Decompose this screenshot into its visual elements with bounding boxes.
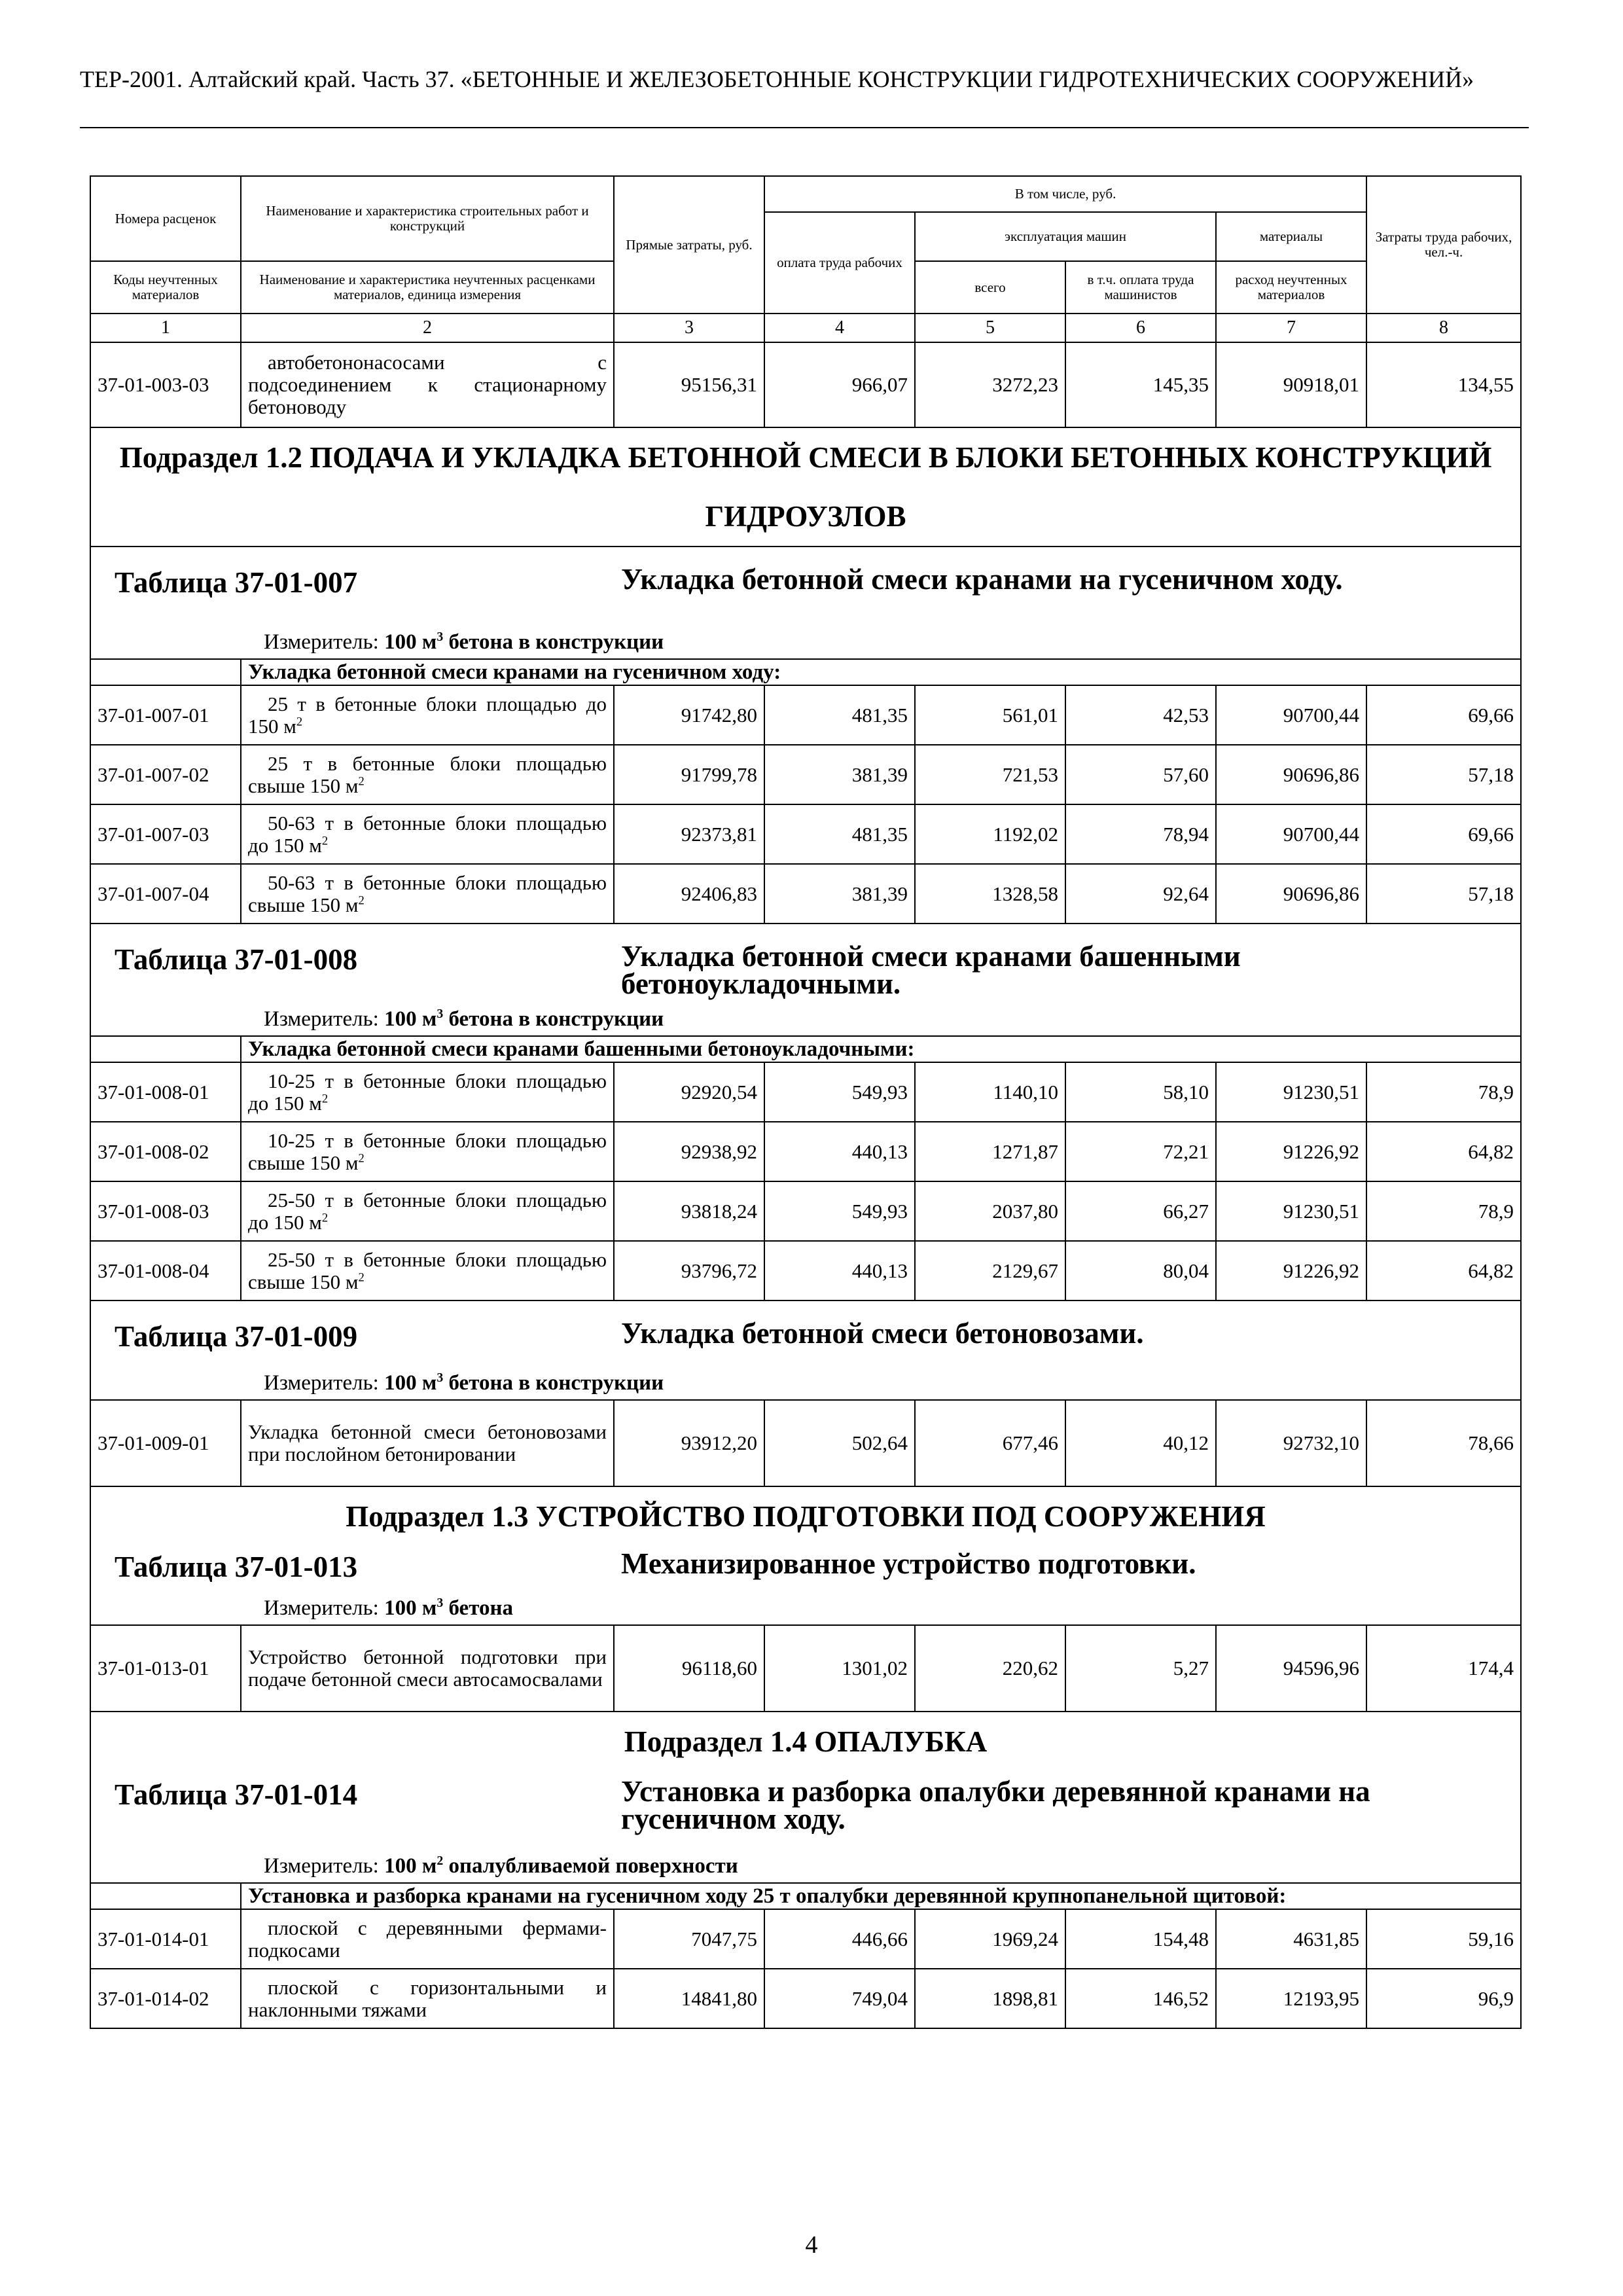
- wages-value: 446,66: [764, 1909, 915, 1969]
- table-heading-row: [90, 1300, 1521, 1400]
- measure-value: 100 м: [384, 1596, 437, 1620]
- wages-value: 549,93: [764, 1181, 915, 1241]
- wages-value: 481,35: [764, 804, 915, 864]
- machinist-wages-value: 42,53: [1065, 685, 1216, 745]
- rate-code: 37-01-007-03: [90, 804, 241, 864]
- table-row: [90, 1969, 1521, 2028]
- machinist-wages-value: 72,21: [1065, 1122, 1216, 1181]
- rate-name-text: 25 т в бетонные блоки площадью свыше 150 м: [248, 751, 607, 797]
- table-row: [90, 804, 1521, 864]
- document-header-title: ТЕР-2001. Алтайский край. Часть 37. «БЕТОННЫЕ И ЖЕЛЕЗОБЕТОННЫЕ КОНСТРУКЦИИ ГИДРОТЕХНИЧЕСКИХ СООРУЖЕНИЙ»: [80, 66, 1474, 92]
- subsection-heading: Подраздел 1.2 ПОДАЧА И УКЛАДКА БЕТОННОЙ СМЕСИ В БЛОКИ БЕТОННЫХ КОНСТРУКЦИЙ ГИДРОУЗЛОВ: [90, 427, 1521, 547]
- measure-description: опалубливаемой поверхности: [443, 1854, 738, 1878]
- labor-value: 57,18: [1366, 745, 1521, 804]
- column-number: 7: [1216, 314, 1366, 342]
- labor-value: 78,66: [1366, 1400, 1521, 1486]
- unit-exponent: 2: [321, 834, 329, 848]
- machines-value: 220,62: [915, 1625, 1065, 1712]
- labor-value: 96,9: [1366, 1969, 1521, 2028]
- direct-costs-value: 93796,72: [614, 1241, 764, 1300]
- materials-value: 91230,51: [1216, 1181, 1366, 1241]
- materials-value: 90696,86: [1216, 864, 1366, 924]
- rate-name-text: 25-50 т в бетонные блоки площадью до 150 м: [248, 1188, 607, 1234]
- measure-exponent: 3: [437, 1596, 444, 1610]
- table-title: Укладка бетонной смеси кранами на гусеничном ходу.: [621, 563, 1343, 596]
- rate-code: 37-01-014-01: [90, 1909, 241, 1969]
- rate-name-text: 50-63 т в бетонные блоки площадью до 150 м: [248, 811, 607, 857]
- table-heading-block: [98, 1771, 1514, 1882]
- machines-value: 1328,58: [915, 864, 1065, 924]
- materials-value: 90696,86: [1216, 745, 1366, 804]
- table-number: Таблица 37-01-009: [115, 1320, 358, 1353]
- machinist-wages-value: 5,27: [1065, 1625, 1216, 1712]
- wages-value: 381,39: [764, 864, 915, 924]
- machinist-wages-value: 92,64: [1065, 864, 1216, 924]
- rate-name: плоской с горизонтальными и наклонными тяжами: [241, 1969, 614, 2028]
- rate-code: 37-01-008-02: [90, 1122, 241, 1181]
- column-numbers-row: [90, 314, 1521, 342]
- page-number: 4: [805, 2231, 818, 2259]
- direct-costs-value: 14841,80: [614, 1969, 764, 2028]
- rate-name-text: 25-50 т в бетонные блоки площадью свыше 150 м: [248, 1247, 607, 1293]
- materials-value: 91230,51: [1216, 1062, 1366, 1122]
- measure-unit: [264, 1007, 664, 1031]
- rate-name: [241, 1062, 614, 1122]
- subsection-heading-row: [90, 427, 1521, 547]
- measure-value: 100 м: [384, 1371, 437, 1395]
- labor-value: 59,16: [1366, 1909, 1521, 1969]
- labor-value: 64,82: [1366, 1122, 1521, 1181]
- table-title: Механизированное устройство подготовки.: [621, 1547, 1196, 1580]
- unit-exponent: 2: [358, 1151, 365, 1166]
- table-row: [90, 864, 1521, 924]
- materials-value: 92732,10: [1216, 1400, 1366, 1486]
- measure-exponent: 3: [437, 1371, 444, 1385]
- machinist-wages-value: 58,10: [1065, 1062, 1216, 1122]
- machines-value: 677,46: [915, 1400, 1065, 1486]
- machines-value: 1271,87: [915, 1122, 1065, 1181]
- group-heading: Укладка бетонной смеси кранами на гусеничном ходу:: [241, 659, 1521, 685]
- machines-value: 2129,67: [915, 1241, 1065, 1300]
- table-heading-row: [90, 1546, 1521, 1625]
- header-codes: Коды неучтенных материалов: [90, 261, 241, 314]
- materials-value: 4631,85: [1216, 1909, 1366, 1969]
- direct-costs-value: 92373,81: [614, 804, 764, 864]
- column-number: 5: [915, 314, 1065, 342]
- header-machines-total: всего: [915, 261, 1065, 314]
- direct-costs-value: 91742,80: [614, 685, 764, 745]
- machinist-wages-value: 66,27: [1065, 1181, 1216, 1241]
- header-rule: [80, 127, 1529, 128]
- group-heading: Укладка бетонной смеси кранами башенными бетоноукладочными:: [241, 1036, 1521, 1062]
- header-unaccounted-name: Наименование и характеристика неучтенных расценками материалов, единица измерения: [241, 261, 614, 314]
- labor-value: 134,55: [1366, 342, 1521, 427]
- wages-value: 481,35: [764, 685, 915, 745]
- direct-costs-value: 93912,20: [614, 1400, 764, 1486]
- rate-code: 37-01-003-03: [90, 342, 241, 427]
- measure-label: Измеритель:: [264, 630, 379, 654]
- column-number: 3: [614, 314, 764, 342]
- unit-exponent: 2: [358, 893, 365, 908]
- machines-value: 2037,80: [915, 1181, 1065, 1241]
- materials-value: 90700,44: [1216, 685, 1366, 745]
- machines-value: 1898,81: [915, 1969, 1065, 2028]
- machines-value: 721,53: [915, 745, 1065, 804]
- subsection-heading-row: [90, 1712, 1521, 1771]
- direct-costs-value: 95156,31: [614, 342, 764, 427]
- machines-value: 1192,02: [915, 804, 1065, 864]
- measure-value: 100 м: [384, 1007, 437, 1031]
- materials-value: 90700,44: [1216, 804, 1366, 864]
- header-row-1: [90, 176, 1521, 212]
- materials-value: 91226,92: [1216, 1241, 1366, 1300]
- measure-value: 100 м: [384, 630, 437, 654]
- table-heading-block: [98, 924, 1514, 1035]
- subsection-heading-row: [90, 1486, 1521, 1546]
- rate-name: [241, 1241, 614, 1300]
- machinist-wages-value: 145,35: [1065, 342, 1216, 427]
- table-title: Укладка бетонной смеси кранами башенными бетоноукладочными.: [621, 940, 1241, 1000]
- machinist-wages-value: 57,60: [1065, 745, 1216, 804]
- measure-value: 100 м: [384, 1854, 437, 1878]
- measure-unit: [264, 1854, 738, 1878]
- unit-exponent: 2: [358, 1270, 365, 1285]
- rate-code: 37-01-007-02: [90, 745, 241, 804]
- measure-unit: [264, 1596, 513, 1621]
- measure-label: Измеритель:: [264, 1596, 379, 1620]
- unit-exponent: 2: [296, 715, 303, 729]
- labor-value: 57,18: [1366, 864, 1521, 924]
- rates-table: [90, 175, 1522, 2029]
- wages-value: 502,64: [764, 1400, 915, 1486]
- wages-value: 966,07: [764, 342, 915, 427]
- column-number: 2: [241, 314, 614, 342]
- table-row: [90, 1241, 1521, 1300]
- table-row: [90, 342, 1521, 427]
- machinist-wages-value: 78,94: [1065, 804, 1216, 864]
- machines-value: 1969,24: [915, 1909, 1065, 1969]
- group-heading-row: [90, 659, 1521, 685]
- group-heading: Установка и разборка кранами на гусеничном ходу 25 т опалубки деревянной крупнопанельной щитовой:: [241, 1883, 1521, 1909]
- table-title: Укладка бетонной смеси бетоновозами.: [621, 1317, 1144, 1350]
- rate-name: [241, 804, 614, 864]
- measure-label: Измеритель:: [264, 1007, 379, 1031]
- column-number: 6: [1065, 314, 1216, 342]
- header-direct-costs: Прямые затраты, руб.: [614, 176, 764, 314]
- machines-value: 1140,10: [915, 1062, 1065, 1122]
- rate-name: Устройство бетонной подготовки при подаче бетонной смеси автосамосвалами: [241, 1625, 614, 1712]
- rate-code: 37-01-007-04: [90, 864, 241, 924]
- machinist-wages-value: 154,48: [1065, 1909, 1216, 1969]
- materials-value: 94596,96: [1216, 1625, 1366, 1712]
- rate-code: 37-01-013-01: [90, 1625, 241, 1712]
- column-number: 4: [764, 314, 915, 342]
- rate-name: [241, 745, 614, 804]
- wages-value: 440,13: [764, 1241, 915, 1300]
- materials-value: 90918,01: [1216, 342, 1366, 427]
- table-number: Таблица 37-01-007: [115, 566, 358, 599]
- header-including: В том числе, руб.: [764, 176, 1366, 212]
- measure-label: Измеритель:: [264, 1854, 379, 1878]
- direct-costs-value: 92920,54: [614, 1062, 764, 1122]
- unit-exponent: 2: [321, 1092, 329, 1106]
- measure-exponent: 3: [437, 1007, 444, 1021]
- wages-value: 749,04: [764, 1969, 915, 2028]
- header-rate-name: Наименование и характеристика строительных работ и конструкций: [241, 176, 614, 261]
- column-number: 8: [1366, 314, 1521, 342]
- wages-value: 440,13: [764, 1122, 915, 1181]
- labor-value: 78,9: [1366, 1062, 1521, 1122]
- table-row: [90, 745, 1521, 804]
- rate-name: [241, 1181, 614, 1241]
- materials-value: 91226,92: [1216, 1122, 1366, 1181]
- machinist-wages-value: 40,12: [1065, 1400, 1216, 1486]
- direct-costs-value: 92406,83: [614, 864, 764, 924]
- materials-value: 12193,95: [1216, 1969, 1366, 2028]
- labor-value: 78,9: [1366, 1181, 1521, 1241]
- table-row: [90, 1062, 1521, 1122]
- measure-description: бетона в конструкции: [443, 1007, 664, 1031]
- measure-description: бетона в конструкции: [443, 630, 664, 654]
- unit-exponent: 2: [358, 774, 365, 789]
- measure-exponent: 3: [437, 630, 444, 644]
- group-heading-row: [90, 1883, 1521, 1909]
- table-number: Таблица 37-01-008: [115, 943, 358, 976]
- rate-code: 37-01-014-02: [90, 1969, 241, 2028]
- header-materials: материалы: [1216, 212, 1366, 261]
- column-number: 1: [90, 314, 241, 342]
- rate-name: [241, 1122, 614, 1181]
- header-machines: эксплуатация машин: [915, 212, 1216, 261]
- table-number: Таблица 37-01-014: [115, 1778, 358, 1811]
- rate-name: плоской с деревянными фермами-подкосами: [241, 1909, 614, 1969]
- rate-code: 37-01-009-01: [90, 1400, 241, 1486]
- table-heading-block: [98, 547, 1514, 658]
- measure-unit: [264, 630, 664, 655]
- measure-unit: [264, 1371, 664, 1395]
- wages-value: 1301,02: [764, 1625, 915, 1712]
- direct-costs-value: 93818,24: [614, 1181, 764, 1241]
- measure-label: Измеритель:: [264, 1371, 379, 1395]
- labor-value: 69,66: [1366, 685, 1521, 745]
- table-heading-block: [98, 1301, 1514, 1399]
- rate-name: [241, 685, 614, 745]
- table-heading-block: [98, 1546, 1514, 1624]
- header-labor-costs: Затраты труда рабочих, чел.-ч.: [1366, 176, 1521, 314]
- table-number: Таблица 37-01-013: [115, 1551, 358, 1583]
- unit-exponent: 2: [321, 1211, 329, 1225]
- direct-costs-value: 7047,75: [614, 1909, 764, 1969]
- measure-exponent: 2: [437, 1854, 444, 1868]
- subsection-heading: Подраздел 1.3 УСТРОЙСТВО ПОДГОТОВКИ ПОД СООРУЖЕНИЯ: [90, 1486, 1521, 1546]
- table-title: Установка и разборка опалубки деревянной кранами на гусеничном ходу.: [621, 1775, 1370, 1835]
- rate-code: 37-01-008-01: [90, 1062, 241, 1122]
- rate-name-text: 50-63 т в бетонные блоки площадью свыше 150 м: [248, 870, 607, 916]
- machines-value: 561,01: [915, 685, 1065, 745]
- wages-value: 381,39: [764, 745, 915, 804]
- rate-code: 37-01-008-03: [90, 1181, 241, 1241]
- labor-value: 69,66: [1366, 804, 1521, 864]
- machinist-wages-value: 80,04: [1065, 1241, 1216, 1300]
- rate-name: [241, 864, 614, 924]
- table-row: [90, 685, 1521, 745]
- measure-description: бетона: [443, 1596, 513, 1620]
- direct-costs-value: 91799,78: [614, 745, 764, 804]
- direct-costs-value: 96118,60: [614, 1625, 764, 1712]
- header-material-use: расход неучтенных материалов: [1216, 261, 1366, 314]
- table-heading-row: [90, 547, 1521, 659]
- machines-value: 3272,23: [915, 342, 1065, 427]
- rate-name-text: 25 т в бетонные блоки площадью до 150 м: [248, 692, 607, 738]
- rate-name-text: 10-25 т в бетонные блоки площадью до 150 м: [248, 1069, 607, 1115]
- table-heading-row: [90, 1771, 1521, 1883]
- table-row: [90, 1625, 1521, 1712]
- rate-name: Укладка бетонной смеси бетоновозами при послойном бетонировании: [241, 1400, 614, 1486]
- machinist-wages-value: 146,52: [1065, 1969, 1216, 2028]
- table-heading-row: [90, 924, 1521, 1036]
- group-heading-row: [90, 1036, 1521, 1062]
- table-row: [90, 1181, 1521, 1241]
- header-wages: оплата труда рабочих: [764, 212, 915, 314]
- header-machinist-wages: в т.ч. оплата труда машинистов: [1065, 261, 1216, 314]
- labor-value: 174,4: [1366, 1625, 1521, 1712]
- rate-code: 37-01-007-01: [90, 685, 241, 745]
- subsection-heading: Подраздел 1.4 ОПАЛУБКА: [90, 1712, 1521, 1771]
- rate-name-text: 10-25 т в бетонные блоки площадью свыше 150 м: [248, 1128, 607, 1174]
- rate-name: автобетононасосами с подсоединением к стационарному бетоноводу: [241, 342, 614, 427]
- direct-costs-value: 92938,92: [614, 1122, 764, 1181]
- header-rate-numbers: Номера расценок: [90, 176, 241, 261]
- measure-description: бетона в конструкции: [443, 1371, 664, 1395]
- table-row: [90, 1122, 1521, 1181]
- rate-code: 37-01-008-04: [90, 1241, 241, 1300]
- table-row: [90, 1909, 1521, 1969]
- wages-value: 549,93: [764, 1062, 915, 1122]
- table-row: [90, 1400, 1521, 1486]
- labor-value: 64,82: [1366, 1241, 1521, 1300]
